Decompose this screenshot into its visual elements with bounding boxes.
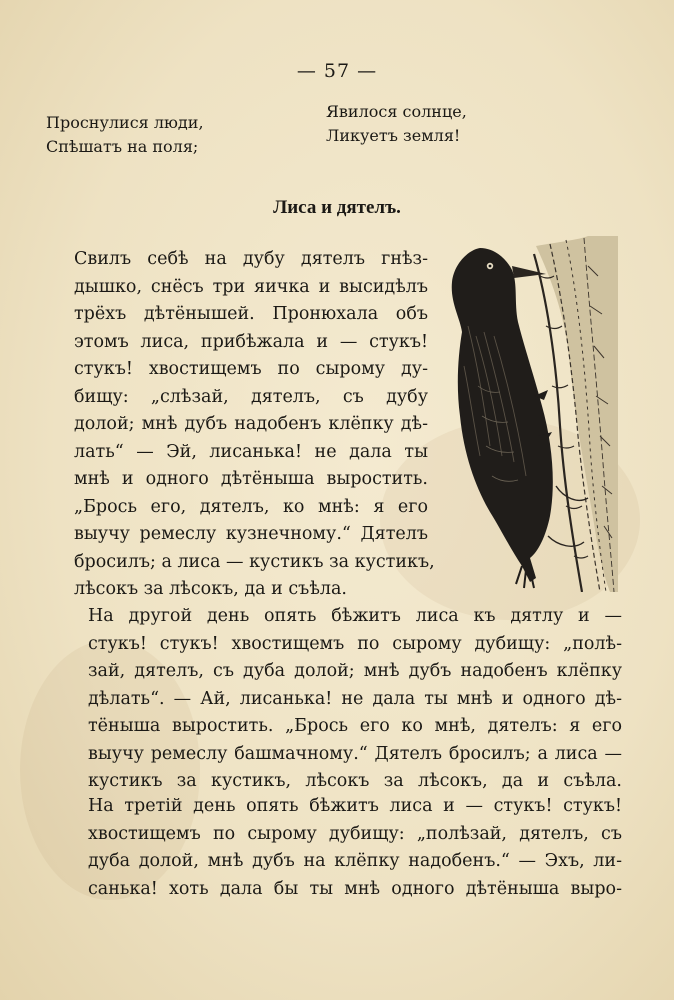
text-line: лѣсокъ за лѣсокъ, да и съѣла.	[74, 579, 347, 599]
text-line: бросилъ; а лиса — кустикъ за кустикъ,	[74, 551, 435, 572]
text-line: На третій день опять бѣжитъ лиса и — стукъ! стукъ!	[88, 796, 622, 816]
text-line: дышко, снёсъ три яичка и высидѣлъ	[74, 276, 428, 297]
verse-left	[46, 111, 204, 159]
verse-line: Спѣшатъ на поля;	[46, 137, 199, 156]
text-line: дѣлать“. — Ай, лисанька! не дала ты мнѣ и одного дѣ-	[88, 688, 622, 709]
text-line: бищу: „слѣзай, дятелъ, съ дубу	[74, 386, 428, 407]
text-line: выучу ремеслу кузнечному.“ Дятелъ	[74, 524, 428, 544]
text-line: этомъ лиса, прибѣжала и — стукъ!	[74, 331, 428, 352]
text-line: стукъ! хвостищемъ по сырому ду-	[74, 359, 428, 379]
verse-line: Явилося солнце,	[326, 102, 467, 121]
text-line: тёныша выростить. „Брось его ко мнѣ, дятелъ: я его	[88, 716, 622, 736]
text-line: мнѣ и одного дѣтёныша выростить.	[74, 469, 428, 489]
text-line: „Брось его, дятелъ, ко мнѣ: я его	[74, 496, 428, 517]
verse-right	[326, 100, 467, 148]
text-line: Свилъ себѣ на дубу дятелъ гнѣз-	[74, 249, 428, 269]
page-number: — 57 —	[296, 60, 378, 82]
text-line: дуба долой, мнѣ дубъ на клёпку надобенъ.“ — Эхъ, ли-	[88, 851, 622, 871]
text-line: лать“ — Эй, лисанька! не дала ты	[74, 441, 428, 462]
paragraph-1	[44, 246, 435, 604]
verse-line: Ликуетъ земля!	[326, 126, 461, 145]
text-line: На другой день опять бѣжитъ лиса къ дятлу и —	[88, 606, 622, 626]
text-line: долой; мнѣ дубъ надобенъ клёпку дѣ-	[74, 414, 428, 434]
paragraph-3	[44, 793, 622, 903]
text-line: выучу ремеслу башмачному.“ Дятелъ бросилъ; а лиса —	[88, 743, 622, 764]
woodpecker-icon	[438, 236, 618, 592]
text-line: зай, дятелъ, съ дуба долой; мнѣ дубъ надобенъ клёпку	[88, 661, 622, 681]
text-line: стукъ! стукъ! хвостищемъ по сырому дубищу: „полѣ-	[88, 633, 622, 654]
story-title: Лиса и дятелъ.	[273, 197, 401, 218]
text-line: санька! хоть дала бы ты мнѣ одного дѣтёныша выро-	[88, 878, 622, 899]
text-line: трёхъ дѣтёнышей. Пронюхала объ	[74, 304, 428, 324]
paragraph-2	[44, 603, 622, 796]
woodpecker-bird	[452, 248, 553, 588]
text-line: кустикъ за кустикъ, лѣсокъ за лѣсокъ, да и съѣла.	[88, 771, 622, 791]
text-line: хвостищемъ по сырому дубищу: „полѣзай, дятелъ, съ	[88, 823, 622, 844]
tree-trunk	[534, 236, 618, 592]
verse-line: Проснулися люди,	[46, 113, 204, 132]
